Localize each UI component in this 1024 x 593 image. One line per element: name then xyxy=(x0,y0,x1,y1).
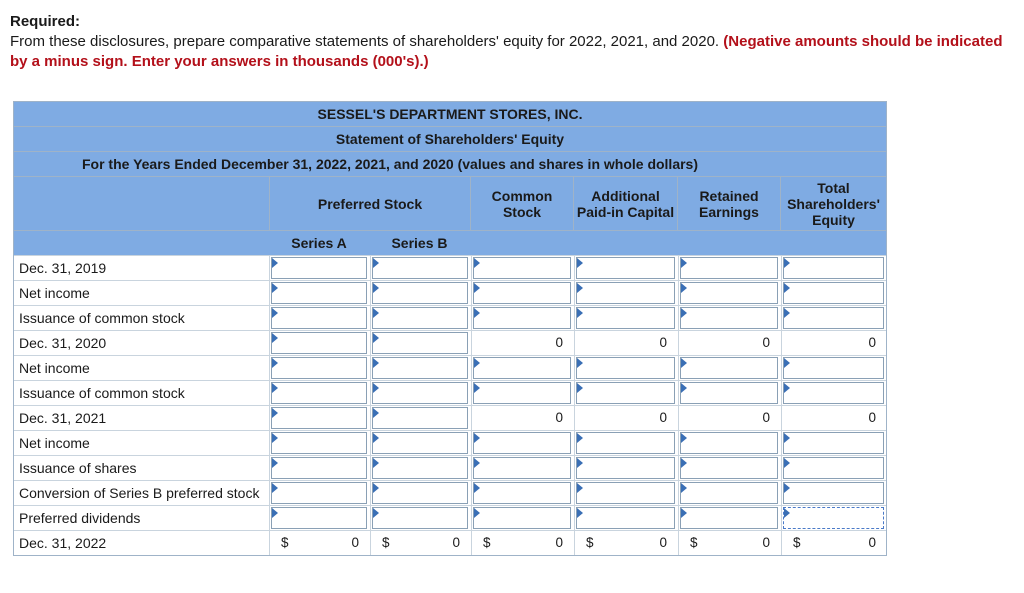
column-divider xyxy=(781,431,782,455)
statement-rows xyxy=(13,255,887,556)
column-divider xyxy=(370,331,371,355)
column-divider xyxy=(678,431,679,455)
apic-input[interactable] xyxy=(576,257,675,279)
series-a-input[interactable] xyxy=(271,407,367,429)
common-value xyxy=(473,532,571,554)
column-divider xyxy=(781,356,782,380)
retained-input[interactable] xyxy=(680,482,778,504)
column-divider xyxy=(574,256,575,280)
series-b-value xyxy=(372,532,468,554)
total-input[interactable] xyxy=(783,282,884,304)
total-input[interactable] xyxy=(783,457,884,479)
retained-input[interactable] xyxy=(680,357,778,379)
cell-value: 0 xyxy=(762,335,770,350)
table-row xyxy=(14,480,886,505)
cell-value: 0 xyxy=(555,535,563,550)
total-value xyxy=(783,332,884,354)
row-label: Dec. 31, 2021 xyxy=(19,410,107,426)
cell-value: 0 xyxy=(868,535,876,550)
series-a-input[interactable] xyxy=(271,507,367,529)
column-divider xyxy=(574,331,575,355)
column-divider xyxy=(471,481,472,505)
table-row xyxy=(14,255,886,280)
common-input[interactable] xyxy=(473,457,571,479)
column-divider xyxy=(678,406,679,430)
column-divider xyxy=(269,431,270,455)
table-row xyxy=(14,355,886,380)
cell-value: 0 xyxy=(868,410,876,425)
table-row xyxy=(14,305,886,330)
series-headers xyxy=(13,230,887,255)
column-divider xyxy=(370,256,371,280)
column-divider xyxy=(370,306,371,330)
table-row xyxy=(14,280,886,305)
equity-statement-table xyxy=(13,101,887,556)
instructions-text: From these disclosures, prepare comparative statements of shareholders' equity for 2022, 2021, and 2020. xyxy=(10,33,720,50)
apic-header: Additional Paid-in Capital xyxy=(573,177,677,230)
column-divider xyxy=(471,506,472,530)
column-divider xyxy=(781,381,782,405)
series-a-input[interactable] xyxy=(271,332,367,354)
row-label: Issuance of common stock xyxy=(19,310,185,326)
column-divider xyxy=(370,506,371,530)
column-divider xyxy=(269,506,270,530)
total-input[interactable] xyxy=(783,432,884,454)
column-divider xyxy=(471,406,472,430)
series-a-input[interactable] xyxy=(271,382,367,404)
common-stock-header: Common Stock xyxy=(470,177,573,230)
retained-value xyxy=(680,332,778,354)
apic-value xyxy=(576,332,675,354)
retained-input[interactable] xyxy=(680,457,778,479)
column-divider xyxy=(471,456,472,480)
column-divider xyxy=(269,281,270,305)
row-label: Issuance of shares xyxy=(19,460,137,476)
column-divider xyxy=(574,381,575,405)
row-label: Preferred dividends xyxy=(19,510,141,526)
retained-value xyxy=(680,407,778,429)
common-input[interactable] xyxy=(473,382,571,404)
row-label: Net income xyxy=(19,360,90,376)
total-input[interactable] xyxy=(783,507,884,529)
column-divider xyxy=(574,356,575,380)
column-divider xyxy=(370,431,371,455)
retained-value xyxy=(680,532,778,554)
instructions xyxy=(10,12,1015,72)
column-divider xyxy=(781,531,782,555)
column-divider xyxy=(678,481,679,505)
total-input[interactable] xyxy=(783,482,884,504)
column-divider xyxy=(781,281,782,305)
required-heading: Required: xyxy=(10,13,81,30)
row-label: Conversion of Series B preferred stock xyxy=(19,485,260,501)
total-input[interactable] xyxy=(783,307,884,329)
column-divider xyxy=(370,406,371,430)
dollar-sign: $ xyxy=(690,535,698,550)
dollar-sign: $ xyxy=(793,535,801,550)
column-divider xyxy=(781,306,782,330)
retained-input[interactable] xyxy=(680,282,778,304)
table-row xyxy=(14,505,886,530)
cell-value: 0 xyxy=(452,535,460,550)
apic-input[interactable] xyxy=(576,507,675,529)
dollar-sign: $ xyxy=(483,535,491,550)
column-divider xyxy=(370,456,371,480)
cell-value: 0 xyxy=(762,535,770,550)
column-divider xyxy=(269,331,270,355)
series-b-input[interactable] xyxy=(372,382,468,404)
total-value xyxy=(783,407,884,429)
series-b-input[interactable] xyxy=(372,507,468,529)
series-a-input[interactable] xyxy=(271,457,367,479)
table-row xyxy=(14,530,886,555)
column-divider xyxy=(574,281,575,305)
cell-value: 0 xyxy=(555,335,563,350)
instructions-emphasis: (Negative amounts should be indicated by a minus sign. Enter your answers in thousands (000's).) xyxy=(10,33,1003,70)
retained-earnings-header: Retained Earnings xyxy=(677,177,780,230)
dollar-sign: $ xyxy=(382,535,390,550)
column-divider xyxy=(781,456,782,480)
column-divider xyxy=(471,306,472,330)
common-value xyxy=(473,332,571,354)
column-divider xyxy=(574,431,575,455)
series-a-input[interactable] xyxy=(271,307,367,329)
column-divider xyxy=(781,506,782,530)
common-input[interactable] xyxy=(473,357,571,379)
column-divider xyxy=(678,506,679,530)
cell-value: 0 xyxy=(659,535,667,550)
column-divider xyxy=(781,406,782,430)
series-b-input[interactable] xyxy=(372,407,468,429)
column-divider xyxy=(370,356,371,380)
retained-input[interactable] xyxy=(680,507,778,529)
apic-input[interactable] xyxy=(576,357,675,379)
column-divider xyxy=(574,306,575,330)
column-headers xyxy=(13,176,887,230)
column-divider xyxy=(370,531,371,555)
series-a-header: Series A xyxy=(291,235,347,251)
apic-input[interactable] xyxy=(576,432,675,454)
series-b-input[interactable] xyxy=(372,307,468,329)
column-divider xyxy=(574,531,575,555)
cell-value: 0 xyxy=(868,335,876,350)
column-divider xyxy=(370,281,371,305)
table-row xyxy=(14,380,886,405)
common-input[interactable] xyxy=(473,432,571,454)
apic-input[interactable] xyxy=(576,482,675,504)
column-divider xyxy=(471,381,472,405)
retained-input[interactable] xyxy=(680,307,778,329)
column-divider xyxy=(574,506,575,530)
common-input[interactable] xyxy=(473,307,571,329)
apic-input[interactable] xyxy=(576,382,675,404)
preferred-stock-header: Preferred Stock xyxy=(269,177,470,230)
column-divider xyxy=(269,406,270,430)
row-label: Dec. 31, 2022 xyxy=(19,535,107,551)
statement-period: For the Years Ended December 31, 2022, 2021, and 2020 (values and shares in whole dollars) xyxy=(13,151,887,176)
column-divider xyxy=(678,356,679,380)
table-row xyxy=(14,455,886,480)
column-divider xyxy=(678,331,679,355)
cell-value: 0 xyxy=(659,335,667,350)
row-label: Issuance of common stock xyxy=(19,385,185,401)
row-label: Dec. 31, 2020 xyxy=(19,335,107,351)
column-divider xyxy=(678,456,679,480)
total-equity-header: Total Shareholders' Equity xyxy=(780,177,886,230)
statement-title: Statement of Shareholders' Equity xyxy=(13,126,887,151)
column-divider xyxy=(574,406,575,430)
retained-input[interactable] xyxy=(680,382,778,404)
column-divider xyxy=(269,256,270,280)
series-b-input[interactable] xyxy=(372,482,468,504)
column-divider xyxy=(370,381,371,405)
column-divider xyxy=(781,481,782,505)
column-divider xyxy=(471,531,472,555)
column-divider xyxy=(471,331,472,355)
cell-value: 0 xyxy=(555,410,563,425)
column-divider xyxy=(471,281,472,305)
column-divider xyxy=(678,531,679,555)
column-divider xyxy=(269,306,270,330)
column-divider xyxy=(678,306,679,330)
dollar-sign: $ xyxy=(281,535,289,550)
column-divider xyxy=(269,356,270,380)
row-label: Net income xyxy=(19,435,90,451)
dollar-sign: $ xyxy=(586,535,594,550)
company-name: SESSEL'S DEPARTMENT STORES, INC. xyxy=(13,101,887,126)
series-b-input[interactable] xyxy=(372,457,468,479)
series-b-header: Series B xyxy=(391,235,448,251)
retained-input[interactable] xyxy=(680,432,778,454)
column-divider xyxy=(269,481,270,505)
table-row xyxy=(14,405,886,430)
apic-input[interactable] xyxy=(576,282,675,304)
total-value xyxy=(783,532,884,554)
common-input[interactable] xyxy=(473,257,571,279)
series-a-input[interactable] xyxy=(271,357,367,379)
column-divider xyxy=(678,381,679,405)
column-divider xyxy=(471,256,472,280)
cell-value: 0 xyxy=(659,410,667,425)
common-input[interactable] xyxy=(473,282,571,304)
series-a-input[interactable] xyxy=(271,432,367,454)
row-label: Net income xyxy=(19,285,90,301)
series-a-input[interactable] xyxy=(271,482,367,504)
series-b-input[interactable] xyxy=(372,432,468,454)
column-divider xyxy=(678,281,679,305)
series-b-input[interactable] xyxy=(372,357,468,379)
series-a-input[interactable] xyxy=(271,257,367,279)
common-input[interactable] xyxy=(473,507,571,529)
column-divider xyxy=(269,456,270,480)
common-input[interactable] xyxy=(473,482,571,504)
column-divider xyxy=(471,356,472,380)
series-b-input[interactable] xyxy=(372,282,468,304)
total-input[interactable] xyxy=(783,257,884,279)
column-divider xyxy=(370,481,371,505)
total-input[interactable] xyxy=(783,382,884,404)
series-b-input[interactable] xyxy=(372,257,468,279)
series-a-value xyxy=(271,532,367,554)
table-row xyxy=(14,430,886,455)
table-row xyxy=(14,330,886,355)
column-divider xyxy=(269,531,270,555)
column-divider xyxy=(574,481,575,505)
row-label: Dec. 31, 2019 xyxy=(19,260,107,276)
column-divider xyxy=(781,256,782,280)
apic-value xyxy=(576,532,675,554)
cell-value: 0 xyxy=(762,410,770,425)
series-a-input[interactable] xyxy=(271,282,367,304)
series-b-input[interactable] xyxy=(372,332,468,354)
column-divider xyxy=(269,381,270,405)
retained-input[interactable] xyxy=(680,257,778,279)
apic-input[interactable] xyxy=(576,457,675,479)
apic-input[interactable] xyxy=(576,307,675,329)
column-divider xyxy=(574,456,575,480)
column-divider xyxy=(781,331,782,355)
apic-value xyxy=(576,407,675,429)
cell-value: 0 xyxy=(351,535,359,550)
total-input[interactable] xyxy=(783,357,884,379)
column-divider xyxy=(678,256,679,280)
column-divider xyxy=(471,431,472,455)
common-value xyxy=(473,407,571,429)
